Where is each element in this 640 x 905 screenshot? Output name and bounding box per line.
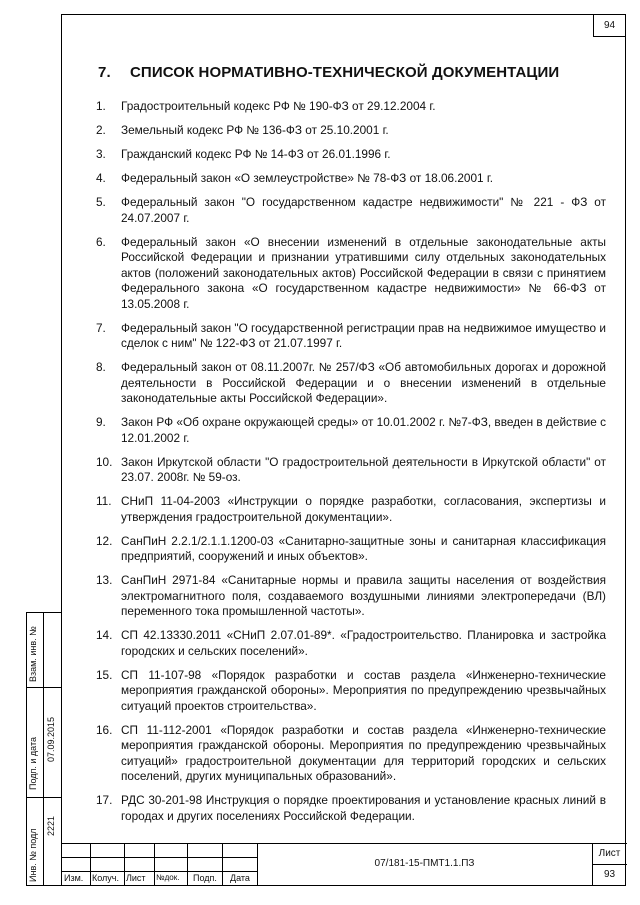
list-item-text: РДС 30-201-98 Инструкция о порядке проектирования и установление красных линий в городах и других поселениях Российской Федерации. [121, 793, 606, 823]
document-list [96, 99, 606, 833]
list-item [96, 235, 606, 313]
page-frame [61, 14, 626, 886]
list-item-number: 6. [96, 234, 106, 249]
stamp-podp-label: Подп. [193, 873, 217, 883]
list-item-text: Закон Иркутской области "О градостроительной деятельности в Иркутской области" от 23.07. 2008г. № 59-оз. [121, 454, 606, 484]
sidebar-inv-number: 2221 [46, 815, 56, 836]
list-item [96, 628, 606, 659]
sidebar-border [26, 885, 61, 886]
stamp-izm-label: Изм. [64, 873, 84, 883]
stamp-divider [124, 844, 125, 885]
list-item-text: Федеральный закон «О землеустройстве» № 78-ФЗ от 18.06.2001 г. [121, 171, 494, 185]
list-item-number: 7. [96, 320, 106, 335]
list-item-text: Федеральный закон «О внесении изменений в отдельные законодательные акты Российской Федерации и признании утратившими силу отдельных законодательных актов (положений законодательных актов) Российской Федерации в связи с принятием Федерального закона «О государственном кадастре недвижимости» № 66-ФЗ от 13.05.2008 г. [121, 234, 606, 311]
list-item [96, 195, 606, 226]
stamp-row-line [592, 864, 627, 865]
list-item-number: 11. [96, 494, 112, 508]
page-number-box: 94 [593, 15, 625, 37]
sidebar-border [26, 612, 61, 613]
sidebar-border [26, 612, 27, 886]
sheet-label: Лист [598, 848, 621, 859]
section-title: СПИСОК НОРМАТИВНО-ТЕХНИЧЕСКОЙ ДОКУМЕНТАЦИИ [130, 64, 560, 81]
sidebar-date: 07.09.2015 [46, 716, 56, 762]
stamp-divider [222, 844, 223, 885]
list-item-text: СП 11-112-2001 «Порядок разработки и состав раздела «Инженерно-технические мероприятия гражданской обороны. Мероприятия по предупреждению чрезвычайных ситуаций» градостроительной документации для территорий городских и сельских поселений, других муниципальных образований». [121, 722, 606, 783]
list-item-number: 10. [96, 454, 113, 469]
list-item-text: Земельный кодекс РФ № 136-ФЗ от 25.10.2001 г. [121, 123, 389, 137]
list-item [96, 793, 606, 824]
list-item [96, 668, 606, 715]
list-item-text: СП 11-107-98 «Порядок разработки и состав раздела «Инженерно-технические мероприятия гражданской обороны». Мероприятия по предупреждению чрезвычайных ситуаций проектов строительства». [121, 667, 606, 713]
stamp-divider [187, 844, 188, 885]
section-number: 7. [98, 64, 111, 81]
sidebar-podp-data-label: Подп. и дата [28, 736, 38, 790]
list-item [96, 99, 606, 115]
sidebar-vzam-label: Взам. инв. № [28, 626, 38, 682]
list-item-number: 3. [96, 147, 106, 161]
list-item [96, 415, 606, 446]
list-item-text: СанПиН 2971-84 «Санитарные нормы и правила защиты населения от воздействия электромагнитного поля, создаваемого воздушными линиями электропередачи (ВЛ) переменного тока промышленной частоты». [121, 573, 606, 618]
list-item-text: СП 42.13330.2011 «СНиП 2.07.01-89*. «Градостроительство. Планировка и застройка городских и сельских поселений». [121, 628, 606, 658]
sidebar-inv-label: Инв. № подл [28, 828, 38, 882]
list-item-number: 14. [96, 628, 113, 642]
list-item [96, 455, 606, 486]
list-item [96, 321, 606, 352]
list-item-number: 16. [96, 722, 113, 737]
stamp-koluch-label: Колуч. [92, 873, 119, 883]
stamp-list-label: Лист [126, 873, 146, 883]
list-item [96, 171, 606, 187]
list-item-number: 1. [96, 99, 106, 113]
sheet-number: 93 [603, 869, 616, 880]
stamp-ndok-label: №док. [156, 873, 180, 882]
list-item-number: 2. [96, 123, 106, 137]
document-code: 07/181-15-ПМТ1.1.ПЗ [374, 858, 475, 869]
list-item-number: 9. [96, 415, 106, 429]
stamp-data-label: Дата [230, 873, 250, 883]
list-item-text: СНиП 11-04-2003 «Инструкции о порядке разработки, согласования, экспертизы и утверждения градостроительной документации». [121, 494, 606, 524]
list-item-number: 15. [96, 667, 113, 682]
sidebar-divider [26, 797, 61, 798]
stamp-row-line [62, 857, 257, 858]
list-item [96, 534, 606, 565]
list-item-number: 8. [96, 360, 106, 374]
list-item-number: 13. [96, 573, 113, 587]
list-item [96, 123, 606, 139]
list-item [96, 723, 606, 785]
sidebar-divider [26, 687, 61, 688]
list-item-text: Градостроительный кодекс РФ № 190-ФЗ от 29.12.2004 г. [121, 99, 436, 113]
list-item [96, 494, 606, 525]
list-item-text: Гражданский кодекс РФ № 14-ФЗ от 26.01.1996 г. [121, 147, 391, 161]
list-item-text: Федеральный закон от 08.11.2007г. № 257/ФЗ «Об автомобильных дорогах и дорожной деятельности в Российской Федерации и о внесении изменений в отдельные законодательные акты Российской Федерации». [121, 360, 606, 405]
list-item [96, 360, 606, 407]
list-item [96, 147, 606, 163]
list-item-text: Федеральный закон "О государственной регистрации прав на недвижимое имущество и сделок с ним" № 122-ФЗ от 21.07.1997 г. [121, 320, 606, 350]
list-item-number: 12. [96, 533, 113, 548]
list-item-text: Федеральный закон "О государственном кадастре недвижимости" № 221 - ФЗ от 24.07.2007 г. [121, 195, 606, 225]
left-sidebar-stamp [26, 612, 61, 886]
title-block-stamp [62, 843, 627, 885]
stamp-divider [154, 844, 155, 885]
list-item-text: СанПиН 2.2.1/2.1.1.1200-03 «Санитарно-защитные зоны и санитарная классификация предприятий, сооружений и иных объектов». [121, 533, 606, 563]
list-item-number: 5. [96, 195, 106, 209]
list-item-number: 17. [96, 793, 113, 807]
list-item-text: Закон РФ «Об охране окружающей среды» от 10.01.2002 г. №7-ФЗ, введен в действие с 12.01.2002 г. [121, 415, 606, 445]
stamp-row-line [62, 871, 257, 872]
list-item-number: 4. [96, 171, 106, 185]
stamp-divider [90, 844, 91, 885]
section-heading [98, 64, 559, 81]
sidebar-divider [43, 612, 44, 886]
list-item [96, 573, 606, 620]
